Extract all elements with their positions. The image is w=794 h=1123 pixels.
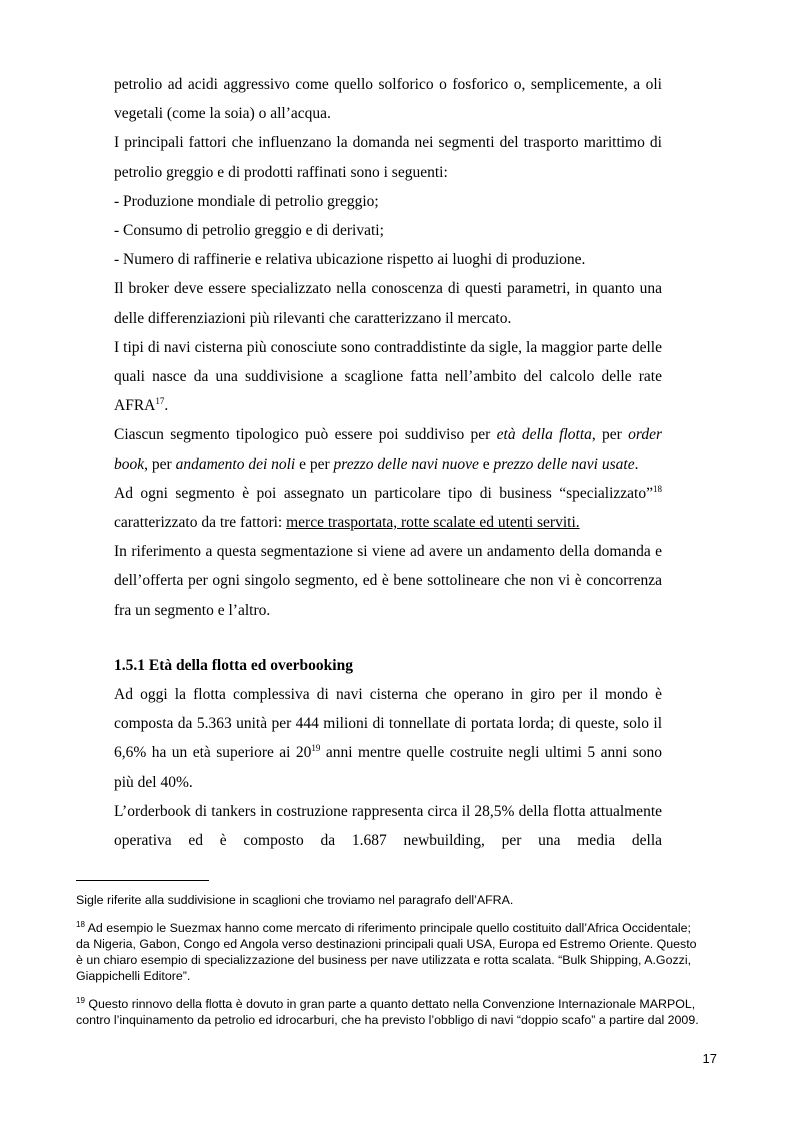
italic-term: andamento dei noli — [175, 455, 296, 473]
paragraph-text: , per — [591, 426, 629, 444]
italic-term: order book — [114, 426, 662, 473]
paragraph — [114, 420, 662, 478]
italic-term: età della flotta — [496, 426, 592, 444]
paragraph — [114, 479, 662, 537]
list-item: - Numero di raffinerie e relativa ubicazione rispetto ai luoghi di produzione. — [114, 251, 586, 269]
footnote-ref[interactable]: 18 — [653, 483, 662, 494]
paragraph — [114, 680, 662, 797]
italic-term: prezzo delle navi usate — [493, 455, 635, 473]
underlined-text: merce trasportata, rotte scalate ed utenti serviti. — [286, 514, 580, 532]
footnote-ref[interactable]: 17 — [155, 396, 165, 407]
paragraph-text: caratterizzato da tre fattori: — [114, 514, 287, 532]
paragraph: Il broker deve essere specializzato nella conoscenza di questi parametri, in quanto una delle differenziazioni più rilevanti che caratterizzano il mercato. — [114, 280, 662, 327]
paragraph-text: e per — [295, 455, 334, 473]
paragraph-text: Ad oggi la flotta complessiva di navi cisterna che operano in giro per il mondo è composta da 5.363 unità per 444 milioni di tonnellate di portata lorda; di queste, solo il 6,6% ha un età superiore ai 20 — [114, 686, 662, 762]
paragraph-text: Ciascun segmento tipologico può essere poi suddiviso per — [114, 426, 497, 444]
list-item: - Consumo di petrolio greggio e di derivati; — [114, 222, 384, 240]
footnote-text: Ad esempio le Suezmax hanno come mercato di riferimento principale quello costituito dall’Africa Occidentale; da Nigeria, Gabon, Congo ed Angola verso destinazioni principali quali USA, Europa ed Estremo Oriente. Questo è un chiaro esempio di specializzazione del business per nave utilizzata e rotta scalata. “Bulk Shipping, A.Gozzi, Giappichelli Editore”. — [76, 921, 697, 983]
footnotes — [76, 892, 706, 1040]
paragraph-text: Ad ogni segmento è poi assegnato un particolare tipo di business “specializzato” — [114, 484, 653, 502]
footnote-17: Sigle riferite alla suddivisione in scaglioni che troviamo nel paragrafo dell’AFRA. — [76, 893, 514, 907]
footnote-number: 19 — [76, 995, 85, 1005]
paragraph: I principali fattori che influenzano la domanda nei segmenti del trasporto marittimo di petrolio greggio e di prodotti raffinati sono i seguenti: — [114, 134, 662, 181]
paragraph-text: , per — [144, 455, 176, 473]
footnote-ref[interactable]: 19 — [311, 743, 321, 754]
section-heading: 1.5.1 Età della flotta ed overbooking — [114, 656, 353, 674]
paragraph: petrolio ad acidi aggressivo come quello solforico o fosforico o, semplicemente, a oli vegetali (come la soia) o all’acqua. — [114, 76, 662, 123]
paragraph-text: . — [634, 455, 639, 473]
body-text — [114, 70, 662, 855]
paragraph — [114, 333, 662, 421]
paragraph: In riferimento a questa segmentazione si viene ad avere un andamento della domanda e dell’offerta per ogni singolo segmento, ed è bene sottolineare che non vi è concorrenza fra un segmento e l’altro. — [114, 543, 662, 619]
footnote-19 — [76, 996, 706, 1028]
paragraph-text: e — [478, 455, 494, 473]
footnote-text: Questo rinnovo della flotta è dovuto in gran parte a quanto dettato nella Convenzione Internazionale MARPOL, contro l’inquinamento da petrolio ed idrocarburi, che ha previsto l’obbligo di navi “doppio scafo” a partire dal 2009. — [76, 997, 699, 1027]
italic-term: prezzo delle navi nuove — [333, 455, 479, 473]
paragraph-text: I tipi di navi cisterna più conosciute sono contraddistinte da sigle, la maggior parte delle quali nasce da una suddivisione a scaglione fatta nell’ambito del calcolo delle rate AFRA — [114, 338, 662, 415]
page-number: 17 — [702, 1051, 717, 1066]
footnote-number: 18 — [76, 919, 85, 929]
paragraph-text: . — [164, 397, 169, 415]
paragraph: L’orderbook di tankers in costruzione rappresenta circa il 28,5% della flotta attualmente operativa ed è composto da 1.687 newbuilding, per una media della — [114, 802, 662, 850]
footnote-18 — [76, 920, 706, 984]
list-item: - Produzione mondiale di petrolio greggio; — [114, 192, 379, 210]
footnote-divider — [76, 880, 209, 881]
paragraph-text: anni mentre quelle costruite negli ultimi 5 anni sono più del 40%. — [114, 744, 662, 791]
